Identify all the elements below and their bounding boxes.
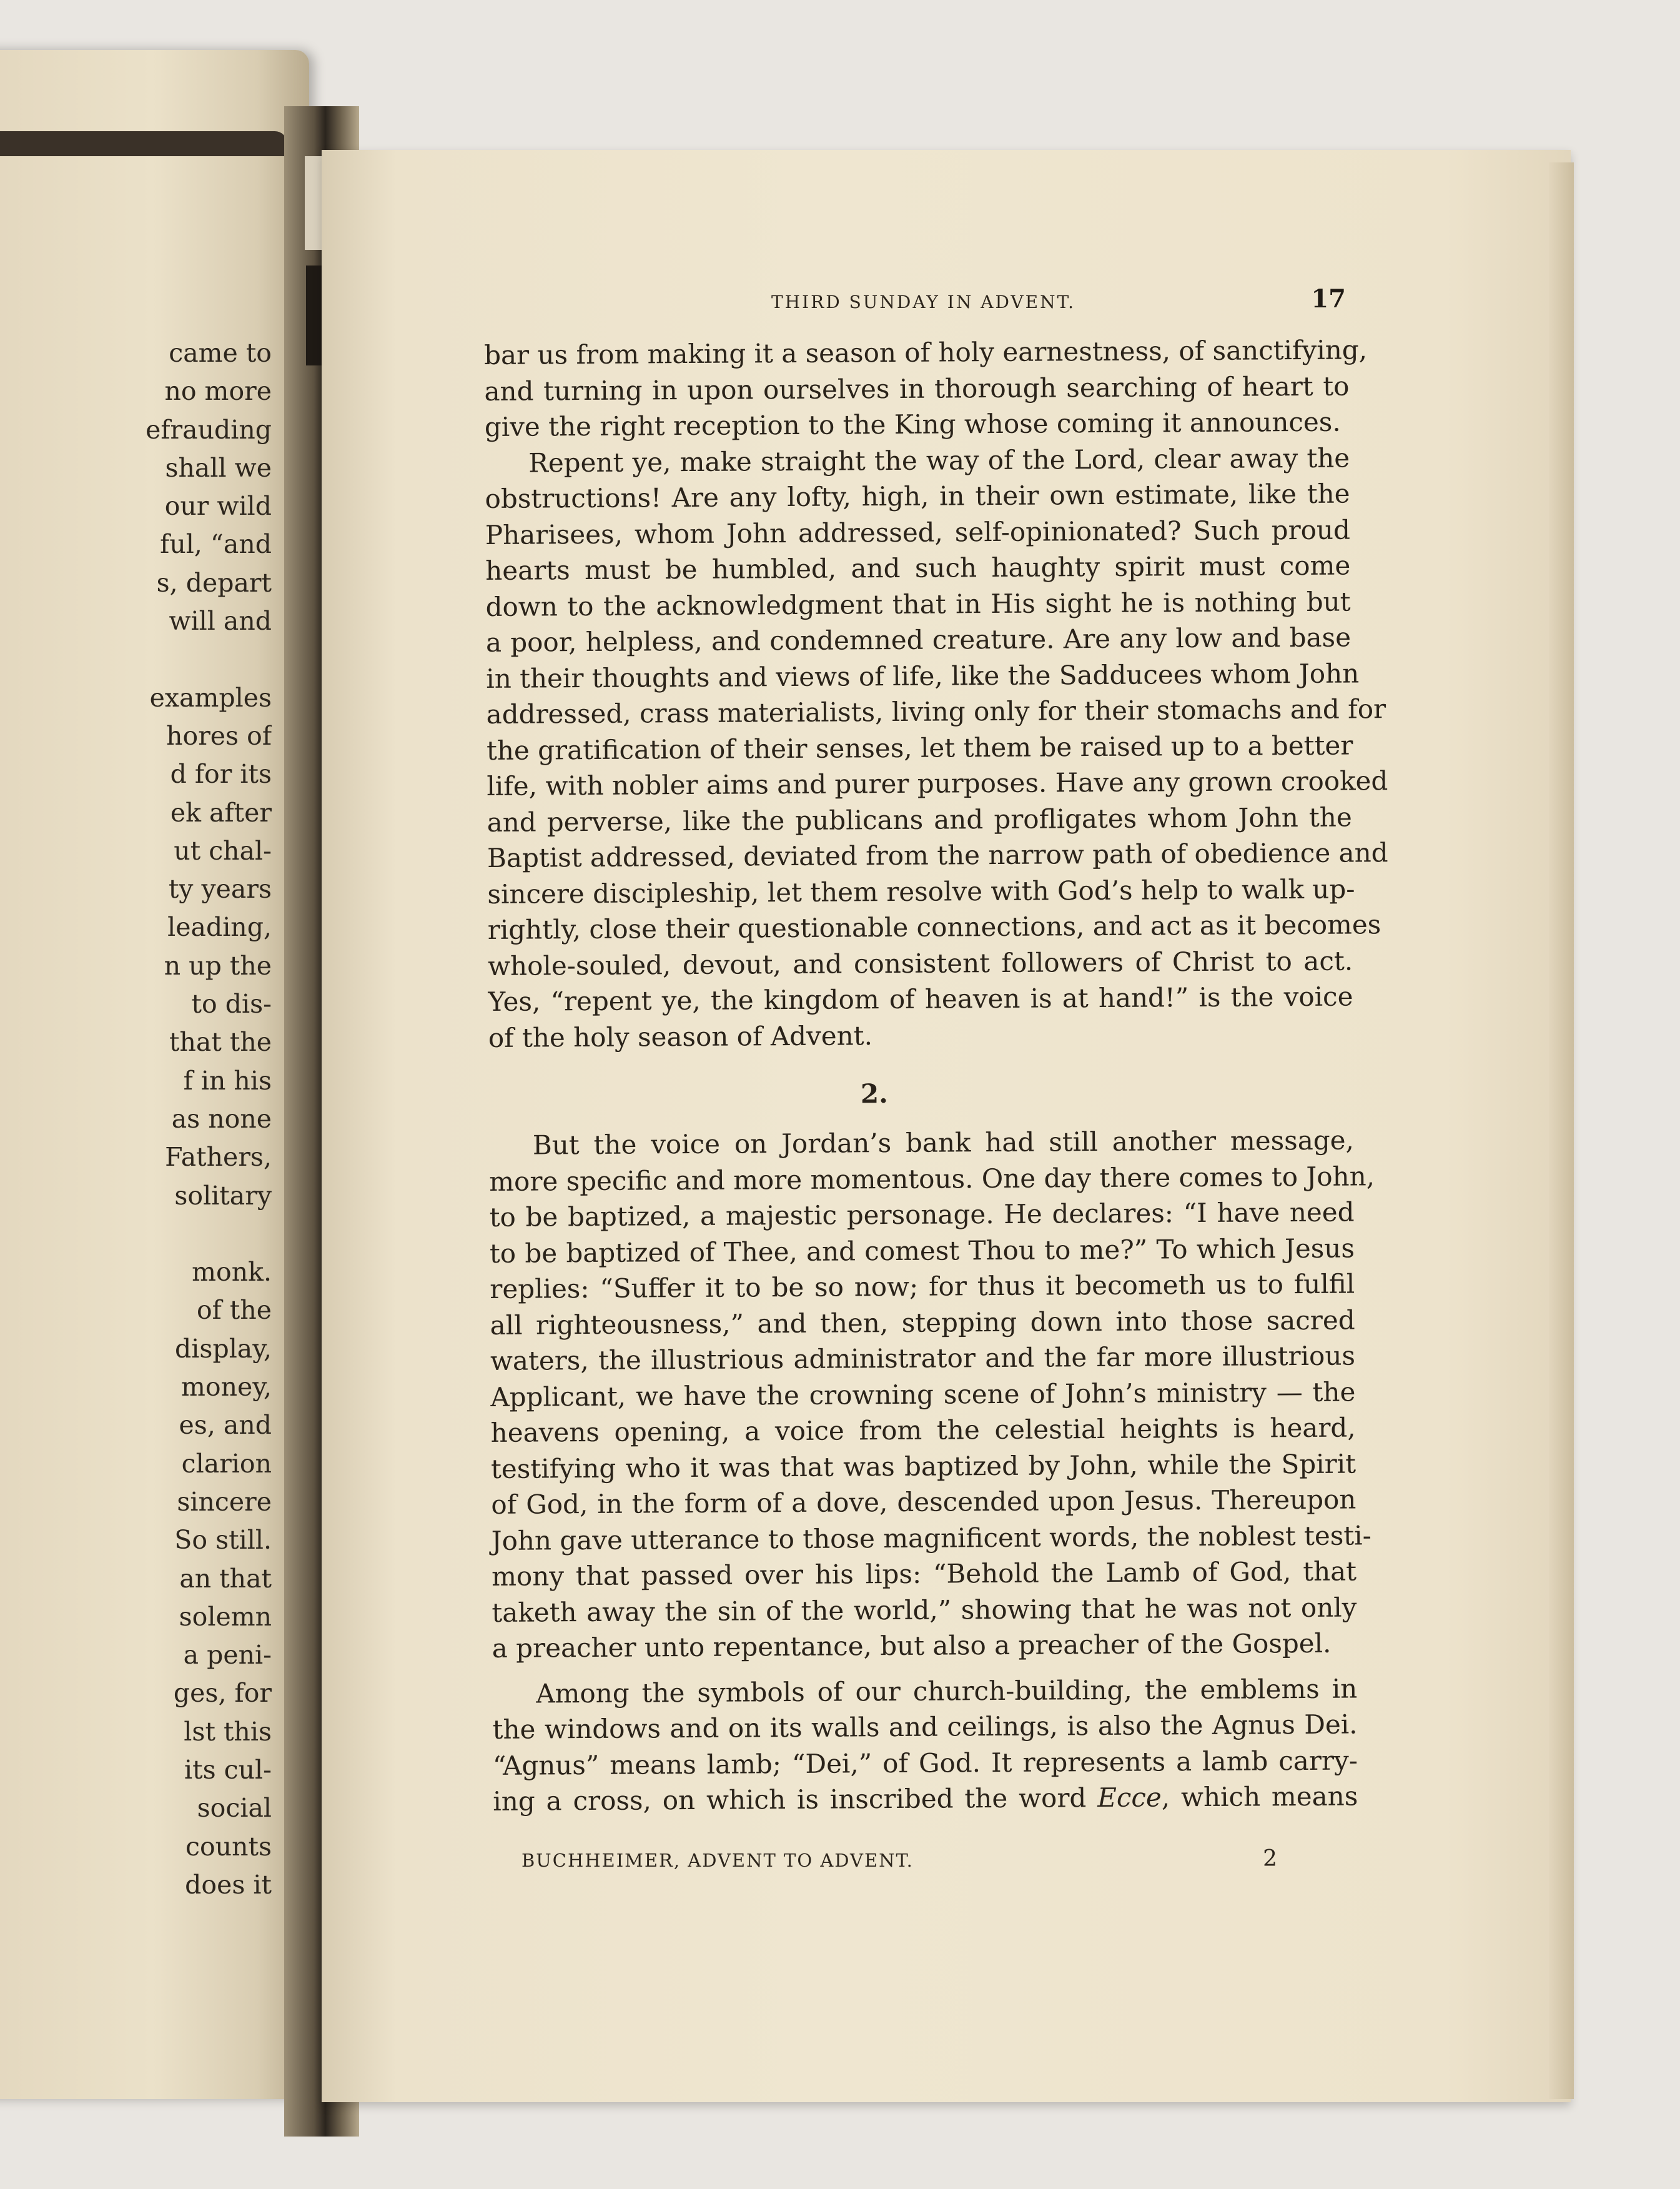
text-line: more specific and more momentous. One day there comes to John, [489, 1160, 1375, 1197]
left-page-line: display, [175, 1333, 272, 1364]
left-page-line: d for its [170, 759, 272, 790]
text-line: Pharisees, whom John addressed, self-opinionated? Such proud [485, 514, 1351, 550]
left-page-line: hores of [166, 720, 272, 751]
text-line: “Agnus” means lamb; “Dei,” of God. It represents a lamb carry- [492, 1744, 1358, 1781]
left-page-line [0, 640, 272, 678]
left-page-line: shall we [165, 452, 272, 483]
italic-word: Ecce [1097, 1782, 1162, 1814]
text-line: Baptist addressed, deviated from the narrow path of obedience and [487, 837, 1388, 873]
left-page-line: efrauding [146, 414, 272, 445]
text-line: ing a cross, on which is inscribed the word Ecce, which means [493, 1780, 1358, 1817]
text-line: of the holy season of Advent. [488, 1020, 873, 1053]
text-line: addressed, crass materialists, living only for their stomachs and for [486, 693, 1386, 730]
text-line: obstructions! Are any lofty, high, in their own estimate, like the [485, 478, 1350, 514]
text-line: all righteousness,” and then, stepping down into those sacred [490, 1304, 1355, 1341]
left-page-line: ges, for [173, 1678, 272, 1709]
left-page-line: sincere [177, 1486, 272, 1517]
left-page-line: an that [179, 1563, 272, 1594]
left-page-line: examples [149, 682, 272, 713]
left-page-text [0, 334, 272, 1904]
left-page-line: its cul- [184, 1754, 272, 1785]
text-line: and turning in upon ourselves in thorough searching of heart to [484, 370, 1350, 407]
left-page-line: money, [181, 1372, 272, 1402]
text-line: replies: “Suffer it to be so now; for thus it becometh us to fulfil [490, 1268, 1355, 1304]
left-page [0, 50, 309, 2099]
footer-signature: BUCHHEIMER, ADVENT TO ADVENT. [521, 1850, 914, 1871]
left-page-line: to dis- [191, 989, 272, 1020]
left-page-line: came to [169, 338, 272, 368]
running-head: THIRD SUNDAY IN ADVENT. [771, 292, 1076, 312]
text-line: Yes, “repent ye, the kingdom of heaven is at hand!” is the voice [488, 981, 1353, 1017]
text-line: a preacher unto repentance, but also a preacher of the Gospel. [492, 1627, 1332, 1664]
page-number: 17 [1311, 284, 1346, 314]
left-page-line: social [197, 1793, 272, 1824]
text-line: and perverse, like the publicans and profligates whom John the [487, 802, 1352, 838]
text-line: But the voice on Jordan’s bank had still another message, [532, 1124, 1355, 1161]
left-page-line: solitary [174, 1180, 272, 1211]
text-line: Among the symbols of our church-building, the emblems in [536, 1672, 1358, 1709]
text-line: John gave utterance to those magnificent words, the noblest testi- [491, 1519, 1371, 1556]
text-line: bar us from making it a season of holy earnestness, of sanctifying, [484, 334, 1368, 370]
text-line: testifying who it was that was baptized by John, while the Spirit [490, 1448, 1356, 1484]
left-page-line: lst this [184, 1716, 272, 1747]
text-line: down to the acknowledgment that in His sight he is nothing but [485, 586, 1351, 622]
page-edge [1549, 162, 1574, 2099]
left-page-cover-edge [0, 131, 287, 156]
text-line: heavens opening, a voice from the celestial heights is heard, [490, 1412, 1356, 1448]
left-page-line: f in his [183, 1065, 272, 1096]
left-page-line: will and [169, 606, 272, 637]
text-line: hearts must be humbled, and such haughty spirit must come [485, 550, 1351, 586]
text-line: give the right reception to the King whose coming it announces. [484, 406, 1341, 442]
left-page-line: does it [185, 1869, 272, 1900]
text-line: sincere discipleship, let them resolve with God’s help to walk up- [487, 873, 1355, 910]
left-page-line: ty years [168, 874, 272, 905]
left-page-line: as none [171, 1103, 272, 1134]
text-line: to be baptized, a majestic personage. He declares: “I have need [489, 1196, 1355, 1233]
text-line: waters, the illustrious administrator and the far more illustrious [490, 1340, 1356, 1376]
left-page-line: So still. [174, 1525, 272, 1556]
left-page-line [0, 1215, 272, 1253]
left-page-line: ful, “and [160, 529, 272, 560]
left-page-line: ut chal- [174, 835, 272, 866]
text-line: to be baptized of Thee, and comest Thou to me?” To which Jesus [489, 1233, 1355, 1269]
text-line: rightly, close their questionable connections, and act as it becomes [487, 909, 1381, 945]
left-page-line: ek after [170, 797, 272, 828]
text-line: Repent ye, make straight the way of the Lord, clear away the [528, 442, 1350, 479]
left-page-line: counts [185, 1831, 272, 1862]
text-line: mony that passed over his lips: “Behold the Lamb of God, that [491, 1556, 1357, 1592]
page-footer [521, 1846, 1277, 1877]
footer-signature-number: 2 [1263, 1846, 1277, 1872]
text-line: the windows and on its walls and ceilings, is also the Agnus Dei. [492, 1709, 1358, 1745]
text-line: whole-souled, devout, and consistent followers of Christ to act. [487, 945, 1353, 981]
left-page-line: clarion [181, 1448, 272, 1479]
left-page-line: monk. [192, 1257, 272, 1288]
left-page-line: solemn [179, 1601, 272, 1632]
left-page-line: a peni- [183, 1640, 272, 1670]
left-page-line: leading, [167, 912, 272, 943]
left-page-line: our wild [164, 491, 272, 522]
page-body-text [484, 332, 1388, 1820]
text-line: a poor, helpless, and condemned creature. Are any low and base [485, 622, 1351, 658]
text-line: life, with nobler aims and purer purposes. Have any grown crooked [487, 765, 1388, 802]
text-line: in their thoughts and views of life, like the Sadducees whom John [486, 657, 1360, 694]
text-line: the gratification of their senses, let them be raised up to a better [486, 730, 1353, 766]
left-page-line: Fathers, [165, 1142, 272, 1173]
text-line: Applicant, we have the crowning scene of John’s ministry — the [490, 1376, 1356, 1412]
left-page-line: of the [196, 1295, 272, 1326]
text-line: taketh away the sin of the world,” showing that he was not only [492, 1592, 1357, 1628]
left-page-line: that the [169, 1027, 272, 1058]
left-page-line: s, depart [156, 567, 272, 598]
left-page-line: n up the [164, 950, 272, 981]
left-page-line: no more [164, 376, 272, 407]
section-number: 2. [860, 1078, 888, 1109]
text-line: of God, in the form of a dove, descended upon Jesus. Thereupon [491, 1484, 1356, 1520]
left-page-line: es, and [179, 1410, 272, 1441]
page-header [771, 284, 1346, 328]
